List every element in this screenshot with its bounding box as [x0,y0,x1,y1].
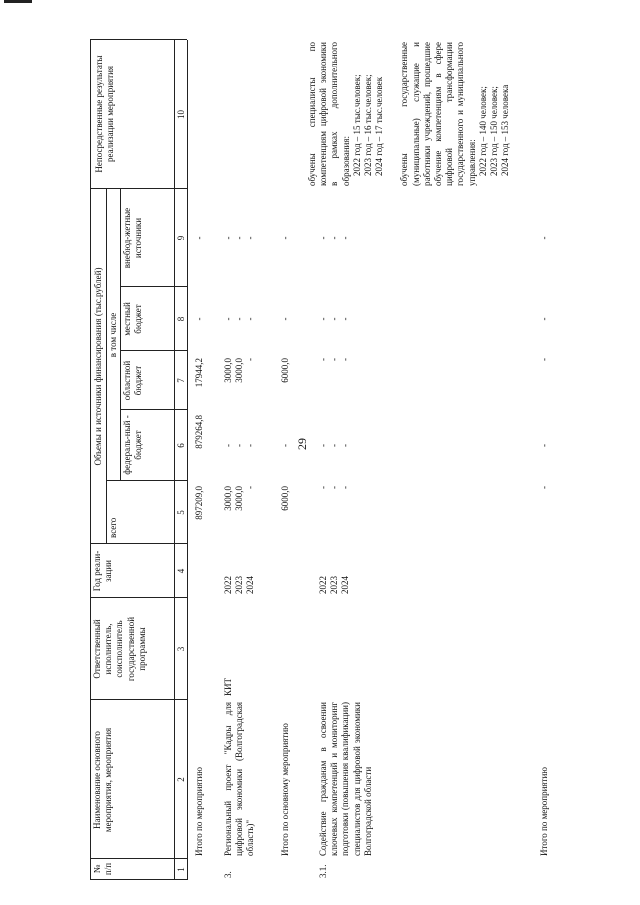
project-executor: КИТ [223,678,233,696]
header-num: № п/п [92,862,114,876]
project-local [223,287,257,351]
project-federal-value: - [234,444,245,447]
project-year: 2024 [245,576,256,594]
project-name: Региональный проект "Кадры для цифровой экономики (Волгоградская область)" [223,702,256,856]
total-event-total: 897209,0 [194,486,204,520]
header-results: Непосредственные результаты реализации мероприятия [94,55,116,173]
project-year: 2023 [234,576,245,594]
header-funding-line [106,189,107,544]
header-including-line [120,189,121,481]
header-total: всего [108,517,118,538]
project-off-value: - [223,236,233,240]
result2-intro: обучены государственные (муниципальные) служащие и работники учреждений, прошедшие обучение компетенциям в сфере цифровой трансформации государственного и муниципального управления: [399,42,477,186]
colnum-10: 10 [176,110,186,119]
project-total-value: 3000,0 [223,486,233,511]
total-event2-local: - [539,317,549,321]
project-off-value: - [245,236,256,240]
project-offbudget [223,189,257,287]
result2-item: 2023 год – 150 человек; [489,86,500,176]
event31-year: 2022 [318,576,328,594]
project-number: 3. [223,871,233,878]
event31-regional-value: - [329,358,340,361]
result-gap [385,42,399,186]
event31-years [318,548,352,594]
event31-local-value: - [340,317,351,321]
event31-results [307,42,511,186]
total-event-offbudget: - [194,236,204,240]
colnum-5: 5 [176,510,186,515]
header-regional: областной бюджет [122,360,144,401]
project-federal-value: - [223,444,233,447]
page-number: 29 [295,438,309,450]
event31-regional [318,358,352,410]
event31-regional-value: - [340,358,351,361]
grid-v1 [90,879,187,880]
total-main-federal: - [280,444,290,447]
project-total-value: 3000,0 [234,486,245,511]
colnum-9: 9 [176,235,186,241]
project-regional-value: - [245,358,256,361]
grid-v2 [90,858,187,859]
colnum-1: 1 [176,867,186,872]
grid-v10 [90,188,187,189]
event31-name: Содействие гражданам в освоении ключевых компетенций и мониторинг подготовки (повышения квалификации) специалистов для цифровой экономики Волгоградской области [318,702,373,856]
event31-federal-value: - [318,444,328,447]
header-including: в том числе [108,312,118,358]
project-local-value: - [223,317,233,321]
grid-v4 [90,597,187,598]
project-totals [223,486,257,544]
total-main-offbudget: - [280,236,290,240]
total-event-regional: 17944,2 [194,358,204,388]
project-regional-value: 3000,0 [223,358,233,383]
total-event2-label: Итого по мероприятию [539,766,549,856]
total-event2-federal: - [539,444,549,447]
total-event-local: - [194,317,204,321]
result2-item: 2024 год – 153 человека [500,84,511,176]
event31-year: 2024 [340,576,351,594]
event31-federal [318,410,352,481]
project-federal [223,410,257,481]
colnum-2: 2 [176,777,186,782]
colnum-8: 8 [176,316,186,322]
event31-federal-value: - [340,444,351,447]
project-local-value: - [234,317,245,321]
event31-federal-value: - [329,444,340,447]
total-main-total: 6000,0 [280,486,290,511]
project-total-value: - [245,486,256,489]
colnum-7: 7 [176,378,186,383]
header-bottom-line [174,40,175,880]
event31-off-value: - [329,236,340,240]
project-local-value: - [245,317,256,321]
result1-item: 2022 год – 15 тыс.человек; [351,74,362,176]
grid-v6 [106,480,187,481]
header-name: Наименование основного мероприятия, мероприятия [92,727,114,833]
result2-item: 2022 год – 140 человек; [477,86,488,176]
header-local: местный бюджет [122,302,144,336]
header-offbudget: внебюд-жетные источники [122,207,144,269]
grid-v3 [90,699,187,700]
result1-item: 2024 год – 17 тыс.человек [374,76,385,176]
colnum-3: 3 [176,646,186,652]
total-event-label: Итого по мероприятию [194,766,204,856]
event31-year: 2023 [329,576,340,594]
event31-off-value: - [318,236,328,240]
header-executor: Ответственный исполнитель, соисполнитель государственной программы [92,616,147,682]
total-event2-offbudget: - [539,236,549,240]
total-event2-regional: - [539,358,549,361]
scan-edge-mark [4,0,32,3]
header-funding: Объемы и источники финансирования (тыс.рублей) [93,267,103,466]
event31-totals [318,486,352,544]
event31-total-value: - [329,486,340,489]
project-year: 2022 [223,576,233,594]
event31-total-value: - [318,486,328,489]
event31-off-value: - [340,236,351,240]
total-event-federal: 879264,8 [194,415,204,449]
total-event2-total: - [539,486,549,489]
event31-local [318,287,352,351]
total-main-regional: 6000,0 [280,358,290,383]
event31-regional-value: - [318,358,328,361]
colnum-4: 4 [176,568,186,574]
colnum-6: 6 [176,443,186,448]
finance-table [90,40,590,880]
header-year: Год реали-зации [92,550,114,592]
event31-local-value: - [329,317,340,321]
result1-item: 2023 год – 16 тыс.человек; [363,74,374,176]
project-off-value: - [234,236,245,240]
project-regional [223,358,257,410]
event31-local-value: - [318,317,328,321]
table-top-line [90,40,91,880]
event31-total-value: - [340,486,351,489]
project-federal-value: - [245,444,256,447]
event31-number: 3.1. [318,864,328,878]
result1-intro: обучены специалисты по компетенциям цифровой экономики в рамках дополнительного образования: [307,42,351,186]
project-years [223,548,257,594]
grid-v11 [90,39,187,40]
grid-v5 [90,543,187,544]
total-main-local: - [280,317,290,321]
header-federal: федераль-ный - бюджет [122,415,144,475]
event31-offbudget [318,189,352,287]
total-main-label: Итого по основному мероприятию [280,723,290,856]
project-regional-value: 3000,0 [234,358,245,383]
